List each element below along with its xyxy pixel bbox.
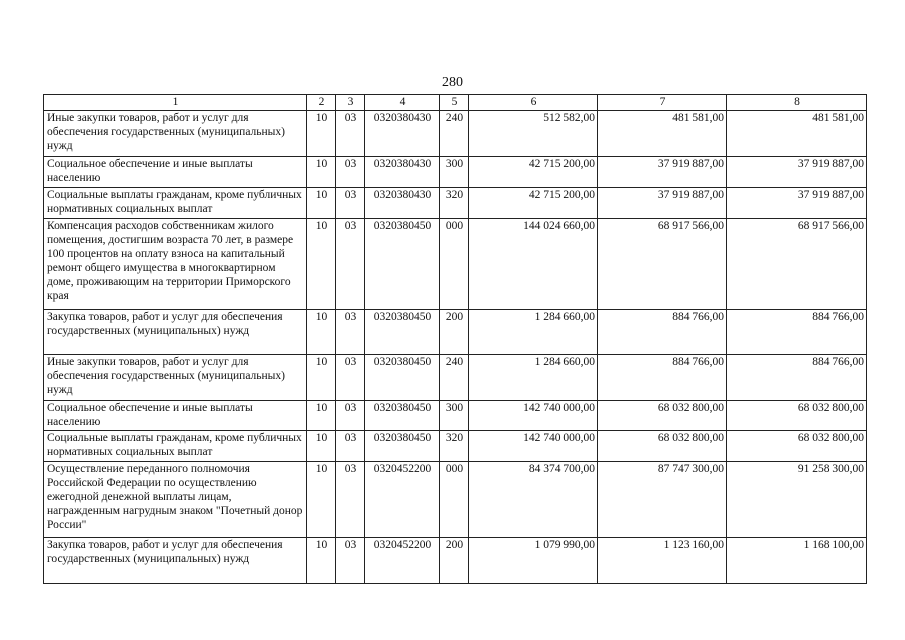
amount-col6-cell: 144 024 660,00 <box>469 219 598 310</box>
amount-col6-cell: 1 284 660,00 <box>469 355 598 401</box>
expense-type-cell: 000 <box>440 462 469 538</box>
subsection-code-cell: 03 <box>336 310 365 355</box>
row-name-cell: Осуществление переданного полномочия Российской Федерации по осуществлению ежегодной денежной выплаты лицам, награжденным нагрудным знаком "Почетный донор России" <box>44 462 307 538</box>
amount-col6-cell: 142 740 000,00 <box>469 431 598 462</box>
target-article-cell: 0320380450 <box>365 310 440 355</box>
subsection-code-cell: 03 <box>336 219 365 310</box>
amount-col7-cell: 68 032 800,00 <box>598 431 727 462</box>
amount-col7-cell: 884 766,00 <box>598 355 727 401</box>
amount-col7-cell: 68 032 800,00 <box>598 401 727 431</box>
expense-type-cell: 300 <box>440 157 469 188</box>
amount-col6-cell: 1 284 660,00 <box>469 310 598 355</box>
row-name-cell: Социальные выплаты гражданам, кроме публичных нормативных социальных выплат <box>44 188 307 219</box>
amount-col6-cell: 42 715 200,00 <box>469 157 598 188</box>
amount-col6-cell: 42 715 200,00 <box>469 188 598 219</box>
table-row <box>44 188 867 219</box>
page-number: 280 <box>442 75 463 90</box>
row-name-cell: Иные закупки товаров, работ и услуг для обеспечения государственных (муниципальных) нужд <box>44 355 307 401</box>
amount-col8-cell: 481 581,00 <box>727 111 867 157</box>
column-header-6: 6 <box>469 95 598 111</box>
table-row <box>44 310 867 355</box>
amount-col8-cell: 884 766,00 <box>727 310 867 355</box>
subsection-code-cell: 03 <box>336 355 365 401</box>
amount-col8-cell: 884 766,00 <box>727 355 867 401</box>
amount-col7-cell: 1 123 160,00 <box>598 538 727 584</box>
subsection-code-cell: 03 <box>336 538 365 584</box>
expense-type-cell: 240 <box>440 111 469 157</box>
target-article-cell: 0320380450 <box>365 355 440 401</box>
column-header-2: 2 <box>307 95 336 111</box>
row-name-cell: Закупка товаров, работ и услуг для обеспечения государственных (муниципальных) нужд <box>44 310 307 355</box>
column-header-4: 4 <box>365 95 440 111</box>
expense-type-cell: 240 <box>440 355 469 401</box>
section-code-cell: 10 <box>307 219 336 310</box>
amount-col8-cell: 37 919 887,00 <box>727 157 867 188</box>
column-header-5: 5 <box>440 95 469 111</box>
target-article-cell: 0320380450 <box>365 219 440 310</box>
section-code-cell: 10 <box>307 431 336 462</box>
expense-type-cell: 320 <box>440 431 469 462</box>
table-row <box>44 355 867 401</box>
amount-col7-cell: 37 919 887,00 <box>598 157 727 188</box>
amount-col8-cell: 1 168 100,00 <box>727 538 867 584</box>
amount-col6-cell: 1 079 990,00 <box>469 538 598 584</box>
target-article-cell: 0320380450 <box>365 431 440 462</box>
subsection-code-cell: 03 <box>336 111 365 157</box>
target-article-cell: 0320380430 <box>365 188 440 219</box>
target-article-cell: 0320452200 <box>365 462 440 538</box>
table-row <box>44 401 867 431</box>
expense-type-cell: 200 <box>440 310 469 355</box>
row-name-cell: Социальное обеспечение и иные выплаты населению <box>44 157 307 188</box>
subsection-code-cell: 03 <box>336 401 365 431</box>
section-code-cell: 10 <box>307 462 336 538</box>
section-code-cell: 10 <box>307 188 336 219</box>
amount-col8-cell: 68 032 800,00 <box>727 431 867 462</box>
table-row <box>44 111 867 157</box>
header-row <box>44 95 867 111</box>
target-article-cell: 0320452200 <box>365 538 440 584</box>
column-header-7: 7 <box>598 95 727 111</box>
amount-col6-cell: 142 740 000,00 <box>469 401 598 431</box>
amount-col7-cell: 481 581,00 <box>598 111 727 157</box>
target-article-cell: 0320380450 <box>365 401 440 431</box>
section-code-cell: 10 <box>307 157 336 188</box>
table-row <box>44 157 867 188</box>
row-name-cell: Социальное обеспечение и иные выплаты населению <box>44 401 307 431</box>
section-code-cell: 10 <box>307 538 336 584</box>
table-row <box>44 538 867 584</box>
amount-col6-cell: 84 374 700,00 <box>469 462 598 538</box>
amount-col8-cell: 37 919 887,00 <box>727 188 867 219</box>
target-article-cell: 0320380430 <box>365 157 440 188</box>
amount-col8-cell: 91 258 300,00 <box>727 462 867 538</box>
subsection-code-cell: 03 <box>336 188 365 219</box>
amount-col7-cell: 68 917 566,00 <box>598 219 727 310</box>
row-name-cell: Закупка товаров, работ и услуг для обеспечения государственных (муниципальных) нужд <box>44 538 307 584</box>
row-name-cell: Компенсация расходов собственникам жилого помещения, достигшим возраста 70 лет, в размере 100 процентов на оплату взноса на капитальный ремонт общего имущества в многоквартирном доме, проживающим на территории Приморского края <box>44 219 307 310</box>
section-code-cell: 10 <box>307 401 336 431</box>
expense-type-cell: 200 <box>440 538 469 584</box>
column-header-8: 8 <box>727 95 867 111</box>
section-code-cell: 10 <box>307 355 336 401</box>
amount-col7-cell: 37 919 887,00 <box>598 188 727 219</box>
table-row <box>44 219 867 310</box>
expense-type-cell: 000 <box>440 219 469 310</box>
table-row <box>44 431 867 462</box>
table-row <box>44 462 867 538</box>
subsection-code-cell: 03 <box>336 157 365 188</box>
amount-col8-cell: 68 917 566,00 <box>727 219 867 310</box>
row-name-cell: Социальные выплаты гражданам, кроме публичных нормативных социальных выплат <box>44 431 307 462</box>
budget-table <box>43 94 867 584</box>
section-code-cell: 10 <box>307 310 336 355</box>
subsection-code-cell: 03 <box>336 431 365 462</box>
subsection-code-cell: 03 <box>336 462 365 538</box>
amount-col8-cell: 68 032 800,00 <box>727 401 867 431</box>
amount-col7-cell: 884 766,00 <box>598 310 727 355</box>
expense-type-cell: 300 <box>440 401 469 431</box>
column-header-3: 3 <box>336 95 365 111</box>
column-header-1: 1 <box>44 95 307 111</box>
expense-type-cell: 320 <box>440 188 469 219</box>
amount-col7-cell: 87 747 300,00 <box>598 462 727 538</box>
target-article-cell: 0320380430 <box>365 111 440 157</box>
amount-col6-cell: 512 582,00 <box>469 111 598 157</box>
row-name-cell: Иные закупки товаров, работ и услуг для обеспечения государственных (муниципальных) нужд <box>44 111 307 157</box>
section-code-cell: 10 <box>307 111 336 157</box>
